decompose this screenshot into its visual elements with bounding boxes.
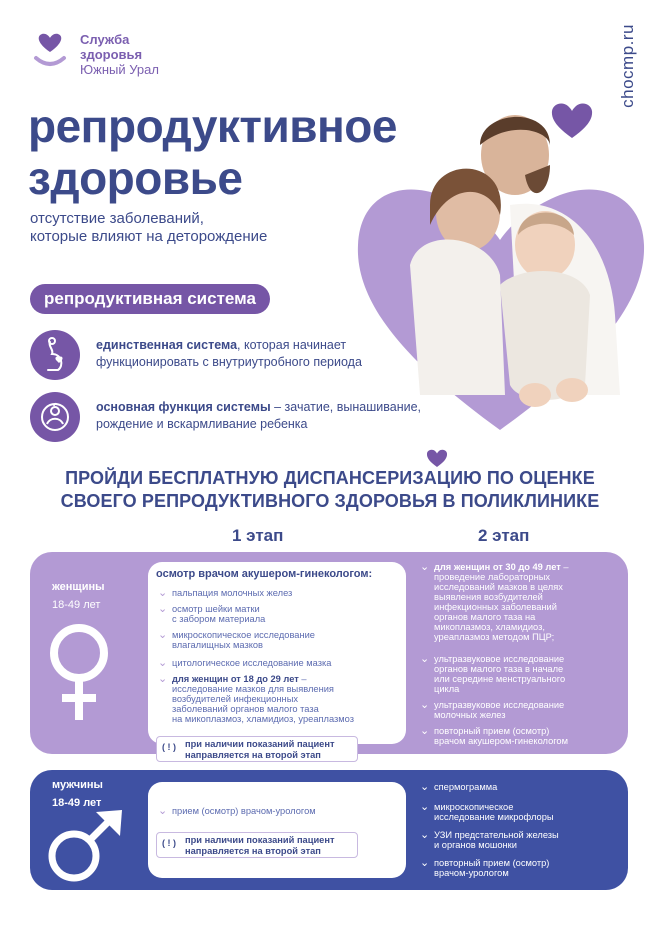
list-item: [420, 562, 620, 642]
item-bold: для женщин от 30 до 49 лет: [434, 562, 561, 572]
item-text: с забором материала: [172, 614, 266, 624]
feature-bold: единственная система: [96, 338, 238, 352]
item-text: заболеваний органов малого таза: [172, 704, 319, 714]
item-text: УЗИ предстательной железы: [434, 830, 559, 840]
referral-note: [156, 832, 358, 858]
chevron-icon: ⌄: [420, 653, 430, 665]
item-text: возбудителей инфекционных: [172, 694, 299, 704]
item-text: инфекционных заболеваний: [434, 602, 557, 612]
chevron-icon: ⌄: [158, 673, 168, 685]
site-url: chocmp.ru: [618, 24, 637, 108]
stage-2-label: 2 этап: [478, 526, 530, 545]
baby-icon: [30, 392, 80, 442]
chevron-icon: ⌄: [158, 587, 168, 599]
chevron-icon: ⌄: [420, 561, 430, 573]
women-panel: [30, 552, 628, 760]
subtitle-line-1: отсутствие заболеваний,: [30, 210, 204, 227]
subtitle: [30, 210, 267, 246]
feature-item: [30, 330, 460, 380]
item-text: –: [560, 562, 569, 572]
logo-line-1: Служба: [80, 32, 130, 47]
item-text: цитологическое исследование мазка: [172, 658, 332, 668]
chevron-icon: ⌄: [420, 699, 430, 711]
referral-note: [156, 736, 358, 762]
item-text: врачом акушером-гинекологом: [434, 736, 568, 746]
logo-line-2: здоровья: [80, 47, 143, 62]
note-line-1: при наличии показаний пациент: [185, 835, 335, 845]
list-item: [158, 806, 403, 816]
chevron-icon: ⌄: [158, 603, 168, 615]
logo-text: [80, 32, 159, 77]
heart-icon: [550, 100, 594, 140]
logo: [30, 30, 190, 80]
list-item: [420, 802, 620, 822]
list-item: [420, 858, 620, 878]
cta-heading: [20, 467, 640, 513]
item-text: молочных желез: [434, 710, 506, 720]
item-text: врачом-урологом: [434, 868, 509, 878]
women-label-2: 18-49 лет: [52, 599, 101, 611]
item-text: микроскопическое: [434, 802, 514, 812]
item-text: уреаплазмоз методом ПЦР;: [434, 632, 555, 642]
logo-line-3: Южный Урал: [80, 62, 159, 77]
heart-icon: [426, 448, 448, 468]
item-text: на микоплазмоз, хламидиоз, уреаплазмоз: [172, 714, 354, 724]
chevron-icon: ⌄: [420, 857, 430, 869]
reproductive-system-pill: репродуктивная система: [30, 284, 270, 314]
item-text: органов малого таза в начале: [434, 664, 564, 674]
item-text: или середине менструального: [434, 674, 566, 684]
list-item: [420, 654, 620, 694]
men-panel: [30, 770, 628, 890]
list-item: [158, 588, 403, 598]
chevron-icon: ⌄: [158, 629, 168, 641]
item-text: исследование микрофлоры: [434, 812, 554, 822]
item-text: микоплазмоз, хламидиоз,: [434, 622, 545, 632]
feature-line-2: функционировать с внутриутробного периода: [96, 355, 362, 369]
note-line-2: направляется на второй этап: [185, 846, 321, 856]
item-text: прием (осмотр) врачом-урологом: [172, 806, 316, 816]
item-text: и органов мошонки: [434, 840, 517, 850]
note-line-1: при наличии показаний пациент: [185, 739, 335, 749]
feature-line-2: рождение и вскармливание ребенка: [96, 417, 308, 431]
list-item: [420, 830, 620, 850]
list-item: [420, 700, 620, 720]
title-line-1: репродуктивное: [28, 100, 397, 152]
list-item: [158, 604, 403, 624]
item-text: осмотр шейки матки: [172, 604, 260, 614]
men-label-1: мужчины: [52, 779, 103, 791]
feature-item: [30, 392, 460, 442]
heart-smile-logo-icon: [30, 30, 70, 70]
alert-icon: ( ! ): [162, 838, 176, 848]
male-symbol-icon: [44, 808, 130, 886]
item-text: цикла: [434, 684, 460, 694]
men-label-2: 18-49 лет: [52, 797, 102, 809]
alert-icon: ( ! ): [162, 742, 176, 752]
female-symbol-icon: [48, 622, 110, 724]
item-text: ультразвуковое исследование: [434, 700, 565, 710]
feature-text: [96, 337, 362, 371]
feature-rest: , которая начинает: [237, 338, 347, 352]
item-text: исследований мазков в целях: [434, 582, 563, 592]
cta-line-1: ПРОЙДИ БЕСПЛАТНУЮ ДИСПАНСЕРИЗАЦИЮ ПО ОЦЕНКЕ: [65, 468, 595, 488]
chevron-icon: ⌄: [420, 725, 430, 737]
item-text: органов малого таза на: [434, 612, 536, 622]
feature-text: [96, 399, 421, 433]
men-label: [52, 776, 103, 812]
list-item: [420, 782, 620, 792]
note-line-2: направляется на второй этап: [185, 750, 321, 760]
list-item: [158, 674, 403, 724]
chevron-icon: ⌄: [158, 805, 168, 817]
pregnancy-icon: [30, 330, 80, 380]
heart-photo-frame: [350, 95, 650, 440]
stage-1-label: 1 этап: [232, 526, 284, 545]
cta-line-2: СВОЕГО РЕПРОДУКТИВНОГО ЗДОРОВЬЯ В ПОЛИКЛИНИКЕ: [60, 491, 600, 511]
feature-rest: – зачатие, вынашивание,: [270, 400, 422, 414]
item-text: спермограмма: [434, 782, 498, 792]
chevron-icon: ⌄: [420, 829, 430, 841]
item-text: пальпация молочных желез: [172, 588, 293, 598]
feature-bold: основная функция системы: [96, 400, 271, 414]
list-item: [158, 658, 403, 668]
title-line-2: здоровье: [28, 152, 243, 204]
women-stage1-card: [148, 562, 406, 760]
item-text: –: [298, 674, 307, 684]
list-item: [158, 630, 403, 650]
item-text: проведение лабораторных: [434, 572, 551, 582]
item-text: выявления возбудителей: [434, 592, 543, 602]
page-title: [28, 100, 397, 204]
family-photo: [350, 95, 650, 440]
item-text: ультразвуковое исследование: [434, 654, 565, 664]
subtitle-line-2: которые влияют на деторождение: [30, 228, 268, 245]
card-title: осмотр врачом акушером-гинекологом:: [156, 568, 373, 580]
item-text: повторный прием (осмотр): [434, 858, 550, 868]
men-stage1-card: [148, 782, 406, 878]
women-label-1: женщины: [52, 581, 105, 593]
item-text: влагалищных мазков: [172, 640, 263, 650]
chevron-icon: ⌄: [420, 781, 430, 793]
chevron-icon: ⌄: [420, 801, 430, 813]
item-text: микроскопическое исследование: [172, 630, 315, 640]
list-item: [420, 726, 620, 746]
chevron-icon: ⌄: [158, 657, 168, 669]
women-label: [52, 578, 105, 614]
item-text: повторный прием (осмотр): [434, 726, 550, 736]
item-bold: для женщин от 18 до 29 лет: [172, 674, 299, 684]
item-text: исследование мазков для выявления: [172, 684, 334, 694]
